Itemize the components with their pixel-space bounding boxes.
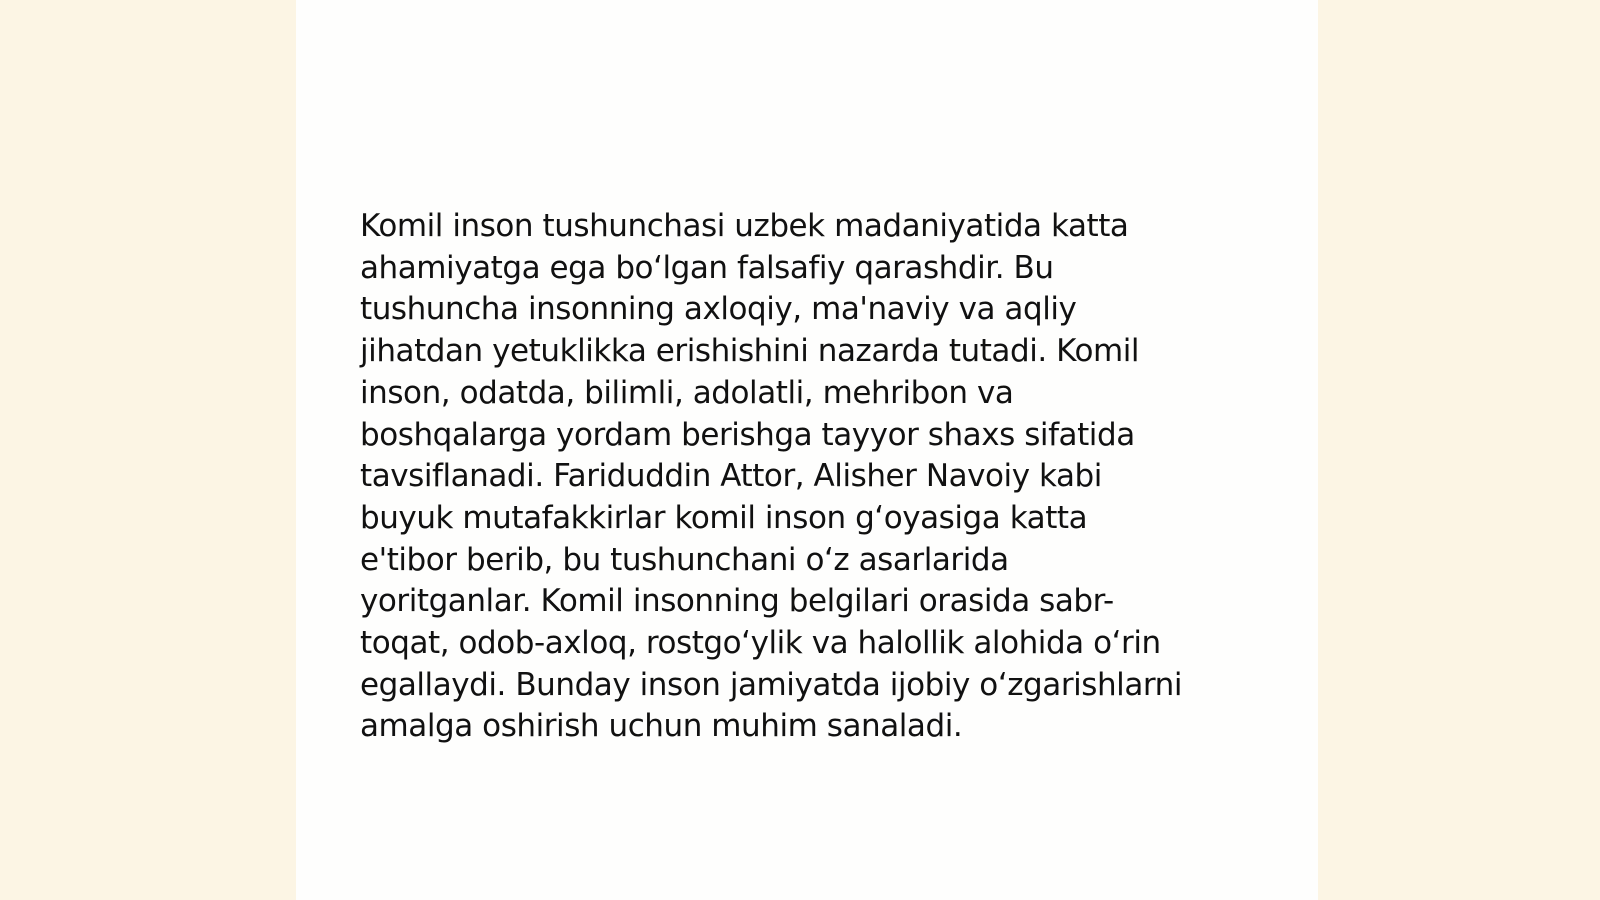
paragraph-line: amalga oshirish uchun muhim sanaladi. bbox=[360, 708, 963, 745]
paragraph-line: ahamiyatga ega bo‘lgan falsafiy qarashdir. Bu bbox=[360, 249, 1054, 286]
paragraph-line: jihatdan yetuklikka erishishini nazarda tutadi. Komil bbox=[360, 333, 1140, 370]
paragraph-line: boshqalarga yordam berishga tayyor shaxs sifatida bbox=[360, 416, 1135, 453]
paragraph-line: yoritganlar. Komil insonning belgilari orasida sabr- bbox=[360, 583, 1114, 620]
paragraph-line: e'tibor berib, bu tushunchani o‘z asarlarida bbox=[360, 541, 1009, 578]
left-margin-background bbox=[0, 0, 296, 900]
paragraph-line: buyuk mutafakkirlar komil inson g‘oyasiga katta bbox=[360, 499, 1088, 536]
paragraph-line: tavsiflanadi. Fariduddin Attor, Alisher Navoiy kabi bbox=[360, 458, 1102, 495]
paragraph-line: inson, odatda, bilimli, adolatli, mehribon va bbox=[360, 374, 1014, 411]
paragraph-line: tushuncha insonning axloqiy, ma'naviy va aqliy bbox=[360, 291, 1077, 328]
paragraph-line: egallaydi. Bunday inson jamiyatda ijobiy o‘zgarishlarni bbox=[360, 666, 1182, 703]
right-margin-background bbox=[1318, 0, 1600, 900]
body-paragraph bbox=[360, 206, 1260, 748]
paragraph-line: Komil inson tushunchasi uzbek madaniyatida katta bbox=[360, 208, 1129, 244]
document-page bbox=[296, 0, 1318, 900]
paragraph-line: toqat, odob-axloq, rostgo‘ylik va halollik alohida o‘rin bbox=[360, 625, 1161, 662]
